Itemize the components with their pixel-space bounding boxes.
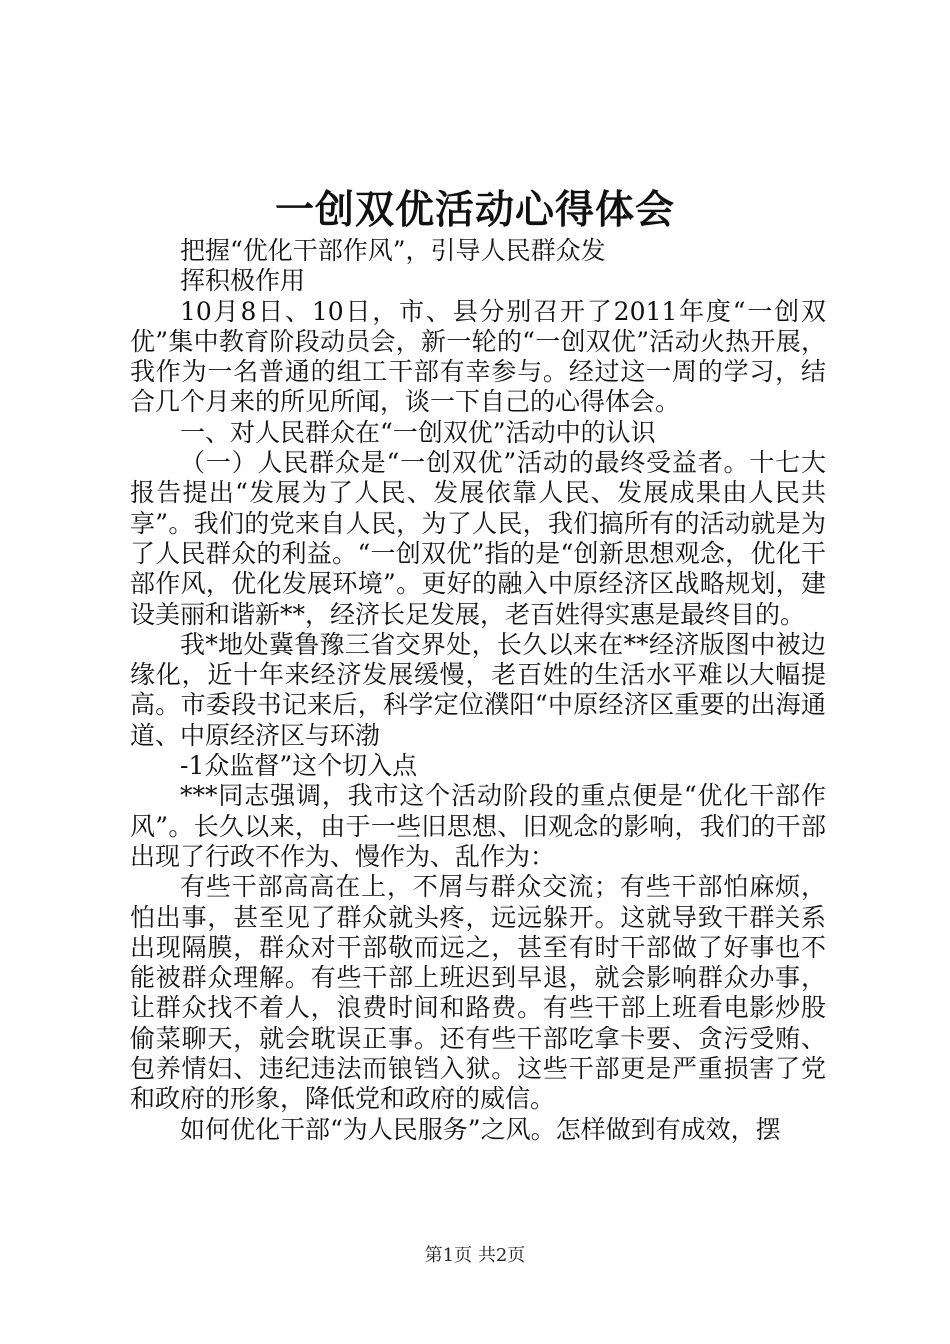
document-title: 一创双优活动心得体会 [274,187,675,233]
paragraph-beneficiary: （一）人民群众是“一创双优”活动的最终受益者。十七大报告提出“发展为了人民、发展依靠人民、发展成果由人民共享”。我们的党来自人民，为了人民，我们搞所有的活动就是为了人民群众的利益。“一创双优”指的是“创新思想观念，优化干部作风，优化发展环境”。更好的融入中原经济区战略规划，建设美丽和谐新**，经济长足发展，老百姓得实惠是最终目的。 [130,448,826,629]
paragraph-cadre-issues: 有些干部高高在上，不屑与群众交流；有些干部怕麻烦，怕出事，甚至见了群众就头疼，远远躲开。这就导致干群关系出现隔膜，群众对干部敬而远之，甚至有时干部做了好事也不能被群众理解。有些干部上班迟到早退，就会影响群众办事，让群众找不着人，浪费时间和路费。有些干部上班看电影炒股偷菜聊天，就会耽误正事。还有些干部吃拿卡要、贪污受贿、包养情妇、违纪违法而锒铛入狱。这些干部更是严重损害了党和政府的形象，降低党和政府的威信。 [130,872,826,1114]
paragraph-emphasis: ***同志强调，我市这个活动阶段的重点便是“优化干部作风”。长久以来，由于一些旧思想、旧观念的影响，我们的干部出现了行政不作为、慢作为、乱作为： [130,781,826,871]
document-body [130,236,826,1145]
subtitle-line-1: 把握“优化干部作风”，引导人民群众发 [180,236,606,265]
paragraph-intro: 10月8日、10日，市、县分别召开了2011年度“一创双优”集中教育阶段动员会，新一轮的“一创双优”活动火热开展，我作为一名普通的组工干部有幸参与。经过这一周的学习，结合几个月来的所见所闻，谈一下自己的心得体会。 [130,296,826,417]
paragraph-how-to-optimize: 如何优化干部“为人民服务”之风。怎样做到有成效，摆 [180,1114,781,1144]
paragraph-location: 我*地处冀鲁豫三省交界处，长久以来在**经济版图中被边缘化，近十年来经济发展缓慢，老百姓的生活水平难以大幅提高。市委段书记来后，科学定位濮阳“中原经济区重要的出海通道、中原经济区与环渤 [130,629,826,750]
page-footer: 第1页 共2页 [424,1245,526,1266]
subtitle-line-2: 挥积极作用 [180,266,306,296]
section-heading: 一、对人民群众在“一创双优”活动中的认识 [180,417,656,447]
paragraph-fragment: -1众监督”这个切入点 [180,751,418,781]
